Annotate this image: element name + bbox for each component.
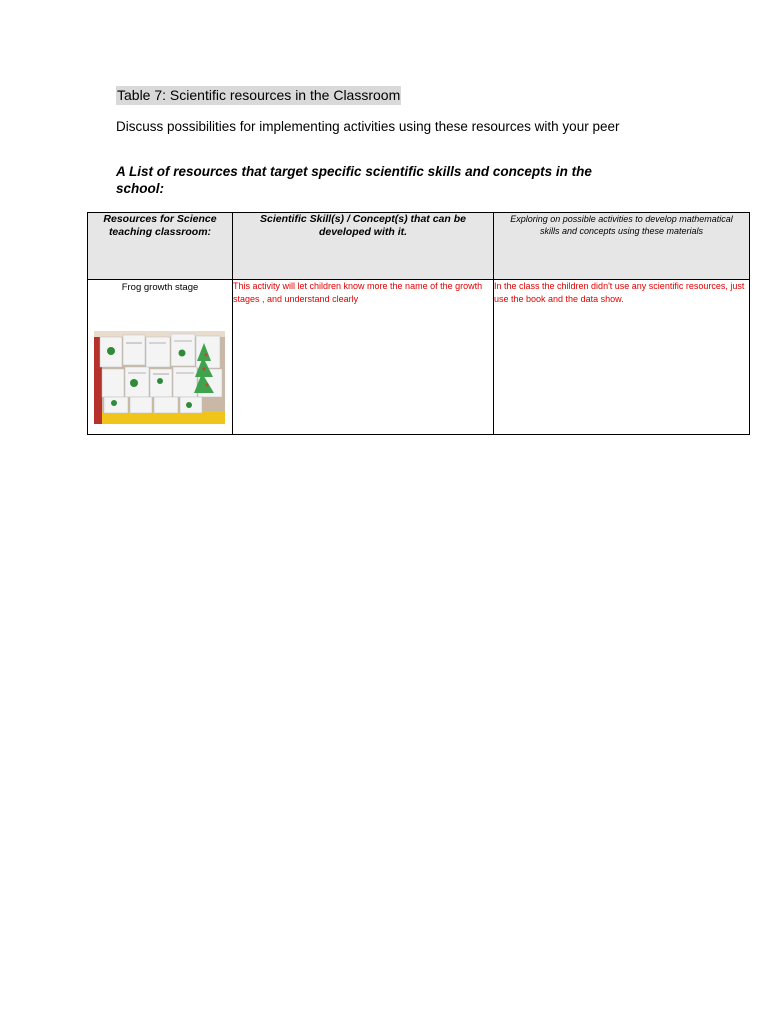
activity-cell	[494, 280, 750, 435]
table-row	[88, 280, 750, 435]
list-heading: A List of resources that target specific scientific skills and concepts in the school:	[116, 164, 592, 196]
resources-table	[87, 212, 750, 435]
table-header-row	[88, 213, 750, 280]
resource-label: Frog growth stage	[121, 282, 199, 293]
skill-text: This activity will let children know more the name of the growth stages , and understand clearly	[233, 281, 483, 304]
header-resources: Resources for Science teaching classroom:	[88, 213, 233, 280]
table-caption: Table 7: Scientific resources in the Classroom	[117, 87, 401, 103]
activity-text: In the class the children didn't use any scientific resources, just use the book and the data show.	[494, 281, 745, 304]
header-skills: Scientific Skill(s) / Concept(s) that can be developed with it.	[233, 213, 494, 280]
frog-growth-stage-photo	[94, 331, 225, 424]
header-activities: Exploring on possible activities to develop mathematical skills and concepts using these materials	[494, 213, 750, 280]
resource-cell	[88, 280, 233, 435]
skill-cell	[233, 280, 494, 435]
instruction-text: Discuss possibilities for implementing activities using these resources with your peer	[116, 119, 620, 134]
